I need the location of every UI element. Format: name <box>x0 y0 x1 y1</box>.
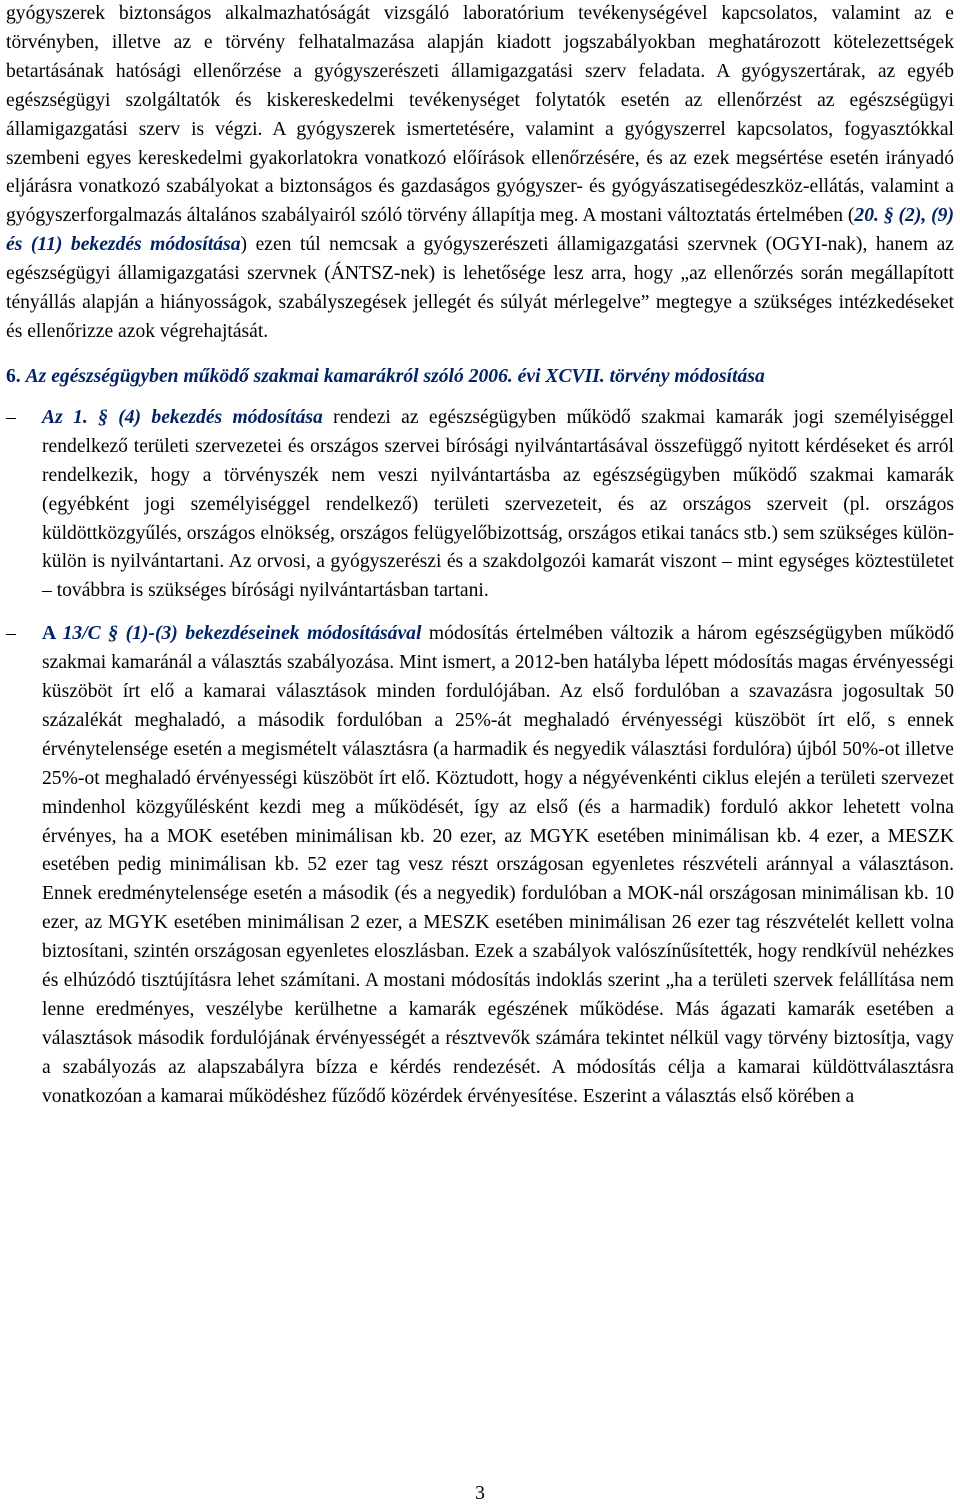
body-paragraph <box>6 0 954 347</box>
page-number: 3 <box>475 1483 485 1504</box>
section-number: 6. <box>6 365 21 387</box>
section-heading <box>6 362 954 392</box>
list-item-lead: Az 1. § (4) bekezdés módosítása <box>42 406 323 428</box>
dash-bullet: – <box>6 623 16 645</box>
section-title: Az egészségügyben működő szakmai kamarákról szóló 2006. évi XCVII. törvény módosítása <box>25 365 765 387</box>
section-reference: 20. § (2), (9) és (11) bekezdés módosítása <box>6 205 954 256</box>
list-item <box>6 404 954 606</box>
paragraph-text-continued: ) ezen túl nemcsak a gyógyszerészeti államigazgatási szervnek (OGYI-nak), hanem az egészségügyi államigazgatási szervnek (ÁNTSZ-nek) is lehetősége lesz arra, hogy „az ellenőrzés során megállapított tényállás alapján a hiányosságok, szabályszegések jellegét és súlyát mérlegelve” megtegye a szükséges intézkedéseket és ellenőrizze azok végrehajtását. <box>6 234 954 342</box>
list-item-body: módosítás értelmében változik a három egészségügyben működő szakmai kamaránál a választás szabályozása. Mint ismert, a 2012-ben hatályba lépett módosítás magas érvényességi küszöböt írt elő a kamarai választások minden fordulójában. Az első fordulóban a szavazásra jogosultak 50 százalékát meghaladó, a második fordulóban a 25%-át meghaladó érvényességi küszöböt írt elő, s ennek érvénytelensége esetén a megismételt választásra (a harmadik és negyedik választási fordulóra) újból 50%-ot illetve 25%-ot meghaladó érvényességi küszöböt írt elő. Köztudott, hogy a négyévenkénti ciklus elején a területi szervezet mindenhol közgyűlésként kezdi meg a működését, így az első (és a harmadik) forduló akkor lehetett volna érvényes, ha a MOK esetében minimálisan kb. 20 ezer, az MGYK esetében minimálisan kb. 4 ezer, a MESZK esetében pedig minimálisan kb. 52 ezer tag vesz részt országosan egyenletes részvételi aránnyal a választáson. Ennek eredménytelensége esetén a második (és a negyedik) fordulóban a MOK-nál országosan minimálisan kb. 10 ezer, az MGYK esetében minimálisan 2 ezer, a MESZK esetében minimálisan 26 ezer tag részvételét kellett volna biztosítani, szintén országosan egyenletes eloszlásban. Ezek a szabályok valószínűsítették, hogy rendkívül nehézkes és elhúzódó tisztújításra lehet számítani. A mostani módosítás indoklás szerint „ha a területi szervek felállítása nem lenne eredményes, veszélybe kerülhetne a kamarák egészének működése. Más ágazati kamarák esetében a választások második fordulójának érvényességét a résztvevők számára tekintet nélkül vagy törvény biztosítja, vagy a szabályozás az alapszabályra bízza e kérdés rendezését. A módosítás célja a kamarai küldöttválasztásra vonatkozóan a kamarai működéshez fűződő közérdek érvényesítése. Eszerint a választás első körében a <box>42 623 955 1107</box>
list-item-text <box>42 620 954 1111</box>
list-item-text <box>42 404 954 606</box>
paragraph-text: gyógyszerek biztonságos alkalmazhatóságát vizsgáló laboratórium tevékenységével kapcsolatos, valamint az e törvényben, illetve az e törvény felhatalmazása alapján kiadott jogszabályokban meghatározott kötelezettségek betartásának hatósági ellenőrzése a gyógyszerészeti államigazgatási szerv feladata. A gyógyszertárak, az egyéb egészségügyi szolgáltatók és kiskereskedelmi tevékenységet folytatók esetén az ellenőrzést az egészségügyi államigazgatási szerv is végzi. A gyógyszerek ismertetésére, valamint a gyógyszerrel kapcsolatos, fogyasztókkal szembeni egyes kereskedelmi gyakorlatokra vonatkozó előírások ellenőrzésére, és az ezek megsértése esetén irányadó eljárásra vonatkozó szabályokat a biztonságos és gazdaságos gyógyszer- és gyógyászatisegédeszköz-ellátás, valamint a gyógyszerforgalmazás általános szabályairól szóló törvény állapítja meg. A mostani változtatás értelmében ( <box>6 3 954 227</box>
list-item-body: rendezi az egészségügyben működő szakmai kamarák jogi személyiséggel rendelkező területi szervezetei és országos szervei bírósági nyilvántartásával összefüggő nyitott kérdéseket és arról rendelkezik, hogy a törvényszék nem veszi nyilvántartásba az egészségügyben működő szakmai kamarák (egyébként jogi személyiséggel rendelkező) területi szervezeteit, és az országos szerveit (pl. országos küldöttközgyűlés, országos elnökség, országos felügyelőbizottság, országos etikai tanács stb.) sem szükséges külön-külön is nyilvántartani. Az orvosi, a gyógyszerészi és a szakdolgozói kamarát viszont – mint egységes köztestületet – továbbra is szükséges bírósági nyilvántartásban tartani. <box>42 406 954 602</box>
page-body <box>6 0 954 1112</box>
list-item-lead-prefix: A <box>42 623 63 645</box>
dash-bullet: – <box>6 406 16 428</box>
list-item-lead: 13/C § (1)-(3) bekezdéseinek módosításával <box>62 623 422 645</box>
list-item <box>6 620 954 1111</box>
